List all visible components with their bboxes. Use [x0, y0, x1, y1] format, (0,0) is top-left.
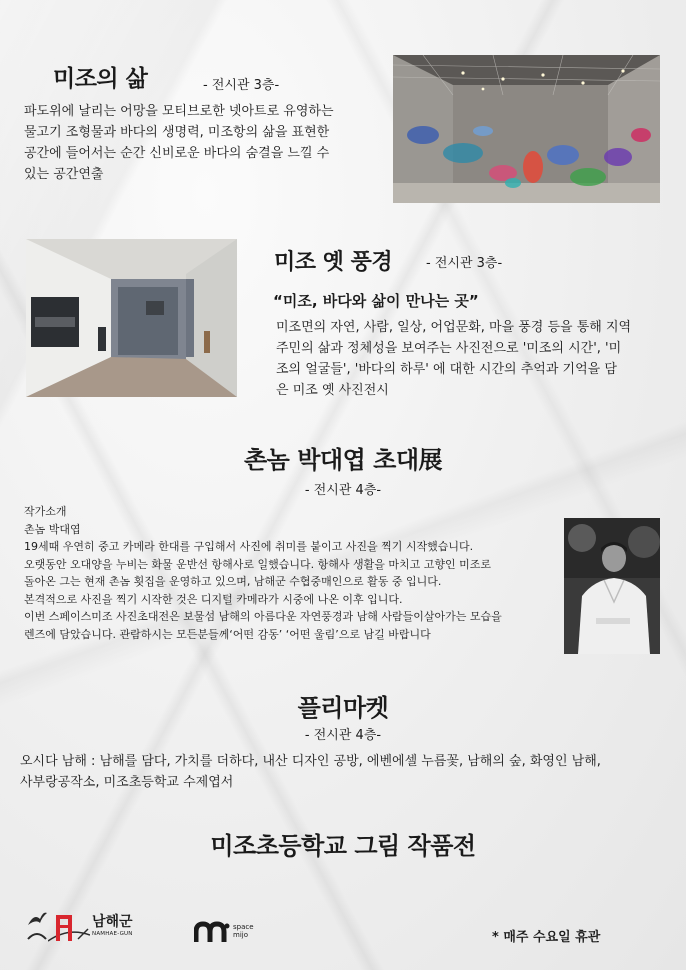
- section1-line: 있는 공간연출: [24, 167, 104, 182]
- section3-line: 본격적으로 사진을 찍기 시작한 것은 디지털 카메라가 시중에 나온 이후 입니다.: [24, 592, 403, 606]
- gallery-corridor-photo: [26, 239, 237, 397]
- section2-description: [276, 317, 676, 401]
- section1-floor: - 전시관 3층-: [203, 78, 280, 93]
- section3-line: 19세때 우연히 중고 카메라 한대를 구입해서 사진에 취미를 붙이고 사진을 찍기 시작했습니다.: [24, 540, 474, 553]
- space-mijo-logo: [194, 918, 254, 944]
- section2-line: 주민의 삶과 정체성을 보여주는 사진전으로 '미조의 시간', '미: [276, 341, 622, 356]
- section2-line: 조의 얼굴들', '바다의 하루' 에 대한 시간의 추억과 기억을 담: [276, 362, 617, 377]
- section3-title: 촌놈 박대엽 초대展: [244, 446, 442, 474]
- artist-portrait-photo: [564, 518, 660, 654]
- section2-line: 은 미조 옛 사진전시: [276, 383, 389, 398]
- section4-title: 플리마켓: [297, 694, 389, 722]
- namhae-logo-subtext: NAMHAE-GUN: [92, 930, 133, 937]
- section3-artist-bio: [24, 503, 554, 643]
- section3-line: 촌놈 박대엽: [24, 522, 81, 536]
- namhae-gun-logo: [26, 906, 133, 946]
- section2-floor: - 전시관 3층-: [426, 256, 503, 271]
- section3-line: 작가소개: [24, 505, 67, 518]
- section4-line: 오시다 남해 : 남해를 담다, 가치를 더하다, 내산 디자인 공방, 에벤에셀 누름꽃, 남해의 숲, 화영인 남해,: [20, 754, 601, 769]
- section3-line: 이번 스페이스미조 사진초대전은 보물섬 남해의 아름다운 자연풍경과 남해 사람들이살아가는 모습을: [24, 610, 502, 623]
- section3-floor: - 전시관 4층-: [304, 483, 382, 498]
- section4-vendors: [20, 751, 670, 793]
- namhae-logo-text: 남해군: [92, 913, 133, 930]
- seagull-icon: [26, 909, 48, 943]
- section3-line: 오랫동안 오대양을 누비는 화물 운반선 항해사로 일했습니다. 항해사 생활을 마치고 고향인 미조로: [24, 557, 491, 571]
- section1-title: 미조의 삶: [53, 66, 148, 92]
- bridge-icon: [48, 909, 90, 943]
- section1-description: [24, 101, 384, 185]
- section2-quote: “미조, 바다와 삶이 만나는 곳”: [273, 292, 479, 310]
- space-mijo-icon: [194, 920, 230, 942]
- closed-day-notice: * 매주 수요일 휴관: [492, 930, 601, 945]
- section4-floor: - 전시관 4층-: [304, 728, 382, 743]
- section2-title: 미조 옛 풍경: [274, 250, 393, 275]
- section4-line: 사부랑공작소, 미조초등학교 수제엽서: [20, 775, 234, 790]
- section1-line: 파도위에 날리는 어망을 모티브로한 넷아트로 유영하는: [24, 104, 334, 119]
- space-logo-line1: space: [233, 923, 254, 931]
- space-logo-line2: mijo: [233, 931, 248, 939]
- section1-line: 공간에 들어서는 순간 신비로운 바다의 숨결을 느낄 수: [24, 146, 330, 161]
- net-art-installation-photo: [393, 55, 660, 203]
- section3-line: 돌아온 그는 현재 촌놈 횟집을 운영하고 있으며, 남해군 수협중매인으로 활동 중 입니다.: [24, 575, 442, 588]
- section5-title: 미조초등학교 그림 작품전: [210, 832, 476, 860]
- section2-line: 미조면의 자연, 사람, 일상, 어업문화, 마을 풍경 등을 통해 지역: [276, 320, 632, 335]
- section3-line: 렌즈에 담았습니다. 관람하시는 모든분들께‘어떤 감동’ ‘어떤 울림’으로 남길 바랍니다: [24, 627, 431, 641]
- section1-line: 물고기 조형물과 바다의 생명력, 미조항의 삶을 표현한: [24, 125, 330, 140]
